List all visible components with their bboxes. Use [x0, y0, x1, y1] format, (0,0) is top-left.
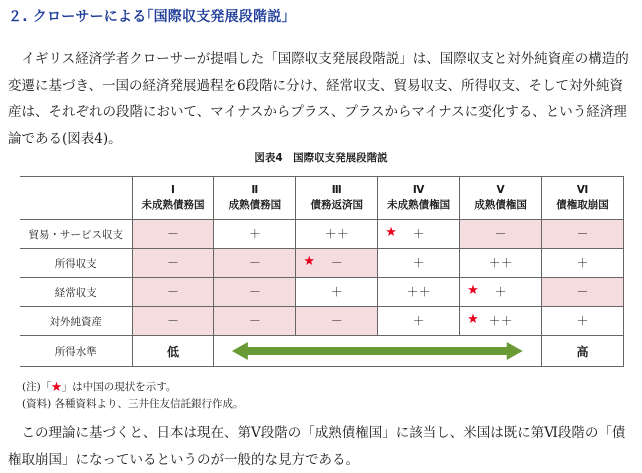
- table-cell: [296, 307, 378, 336]
- star-icon: ★: [51, 381, 62, 393]
- stage-name: 成熟債権国: [474, 199, 527, 211]
- stage-header-1: [132, 177, 214, 220]
- table-header-row: [20, 177, 624, 220]
- cell-value: －: [166, 227, 179, 241]
- table-row: [20, 249, 624, 278]
- cell-value: ＋＋: [406, 285, 431, 299]
- table-cell: [378, 249, 460, 278]
- cell-value: ＋: [248, 227, 261, 241]
- stage-name: 未成熟債権国: [387, 199, 451, 211]
- cell-value: －: [576, 227, 589, 241]
- table-cell: [214, 220, 296, 249]
- table-cell: [460, 307, 542, 336]
- table-row: [20, 220, 624, 249]
- cell-value: －: [248, 285, 261, 299]
- cell-value: －: [576, 285, 589, 299]
- note-star: [22, 379, 176, 394]
- table-cell: [132, 220, 214, 249]
- cell-value: －: [166, 314, 179, 328]
- cell-value: －: [248, 256, 261, 270]
- table-cell: [214, 278, 296, 307]
- stage-name: 債務返済国: [310, 199, 364, 211]
- cell-value: ＋＋: [324, 227, 349, 241]
- table-cell: [132, 278, 214, 307]
- section-heading: ２. クローサーによる｢国際収支発展段階説｣: [8, 9, 289, 25]
- double-arrow-icon: [214, 336, 541, 366]
- cell-value: ＋＋: [488, 256, 513, 270]
- row-label: 貿易・サービス収支: [20, 220, 132, 249]
- table-cell: [542, 278, 624, 307]
- stage-header-6: [542, 177, 624, 220]
- income-high-cell: [542, 336, 624, 367]
- table-corner: [20, 177, 132, 220]
- row-label: 所得収支: [20, 249, 132, 278]
- table-cell: [542, 249, 624, 278]
- cell-value: ＋: [576, 256, 589, 270]
- stage-header-2: [214, 177, 296, 220]
- cell-value: －: [494, 227, 507, 241]
- table-cell: [460, 278, 542, 307]
- cell-value: －: [166, 256, 179, 270]
- table-cell: [214, 307, 296, 336]
- table-cell: [214, 249, 296, 278]
- note-source: (資料) 各種資料より、三井住友信託銀行作成。: [22, 398, 244, 410]
- stage-numeral: Ⅱ: [251, 184, 259, 196]
- table-row: [20, 278, 624, 307]
- table-cell: [296, 220, 378, 249]
- income-level-row: [20, 336, 624, 367]
- stage-numeral: Ⅰ: [170, 184, 175, 196]
- note-star-prefix: (注)「: [22, 381, 52, 393]
- table-cell: [132, 249, 214, 278]
- table-cell: [378, 220, 460, 249]
- cell-value: ＋＋: [488, 314, 513, 328]
- cell-value: －: [166, 285, 179, 299]
- income-high-label: 高: [576, 344, 589, 359]
- cell-value: ＋: [412, 227, 425, 241]
- stage-name: 未成熟債務国: [141, 199, 205, 211]
- star-icon: ★: [467, 283, 479, 298]
- income-low-label: 低: [166, 344, 179, 359]
- table-cell: [132, 307, 214, 336]
- star-icon: ★: [467, 312, 479, 327]
- table-cell: [542, 220, 624, 249]
- conclusion-paragraph: この理論に基づくと、日本は現在、第Ⅴ段階の「成熟債権国」に該当し、米国は既に第Ⅵ段階の「債権取崩国」になっているというのが一般的な見方である。: [8, 425, 626, 468]
- table-row: [20, 307, 624, 336]
- stage-name: 成熟債務国: [228, 199, 282, 211]
- cell-value: ＋: [576, 314, 589, 328]
- cell-value: ＋: [412, 256, 425, 270]
- table-cell: [542, 307, 624, 336]
- stage-numeral: Ⅳ: [412, 184, 425, 196]
- figure-caption: 図表4 国際収支発展段階説: [254, 152, 388, 164]
- table-cell: [378, 307, 460, 336]
- income-arrow-cell: [214, 336, 542, 367]
- income-level-label: 所得水準: [20, 336, 132, 367]
- cell-value: ＋: [494, 285, 507, 299]
- cell-value: ＋: [412, 314, 425, 328]
- table-cell: [296, 249, 378, 278]
- note-star-suffix: 」は中国の現状を示す。: [61, 381, 177, 393]
- stage-header-3: [296, 177, 378, 220]
- star-icon: ★: [303, 254, 315, 269]
- stage-numeral: Ⅲ: [331, 184, 342, 196]
- stage-header-4: [378, 177, 460, 220]
- table-body: [20, 220, 624, 336]
- table-cell: [378, 278, 460, 307]
- stage-name: 債権取崩国: [556, 199, 609, 211]
- stage-numeral: Ⅴ: [496, 184, 505, 196]
- stage-numeral: Ⅵ: [576, 184, 589, 196]
- cell-value: ＋: [330, 285, 343, 299]
- table-cell: [460, 220, 542, 249]
- star-icon: ★: [385, 225, 397, 240]
- row-label: 経常収支: [20, 278, 132, 307]
- stage-table: [20, 176, 624, 367]
- income-low-cell: [132, 336, 214, 367]
- row-label: 対外純資産: [20, 307, 132, 336]
- cell-value: －: [330, 256, 343, 270]
- cell-value: －: [248, 314, 261, 328]
- intro-paragraph: イギリス経済学者クローサーが提唱した「国際収支発展段階説」は、国際収支と対外純資産の構造的変遷に基づき、一国の経済発展過程を6段階に分け、経常収支、貿易収支、所得収支、そして対外純資産は、それぞれの段階において、マイナスからプラス、プラスからマイナスに変化する、という経済理論である(図表4)。: [8, 51, 629, 147]
- table-cell: [296, 278, 378, 307]
- cell-value: －: [330, 314, 343, 328]
- stage-header-5: [460, 177, 542, 220]
- table-cell: [460, 249, 542, 278]
